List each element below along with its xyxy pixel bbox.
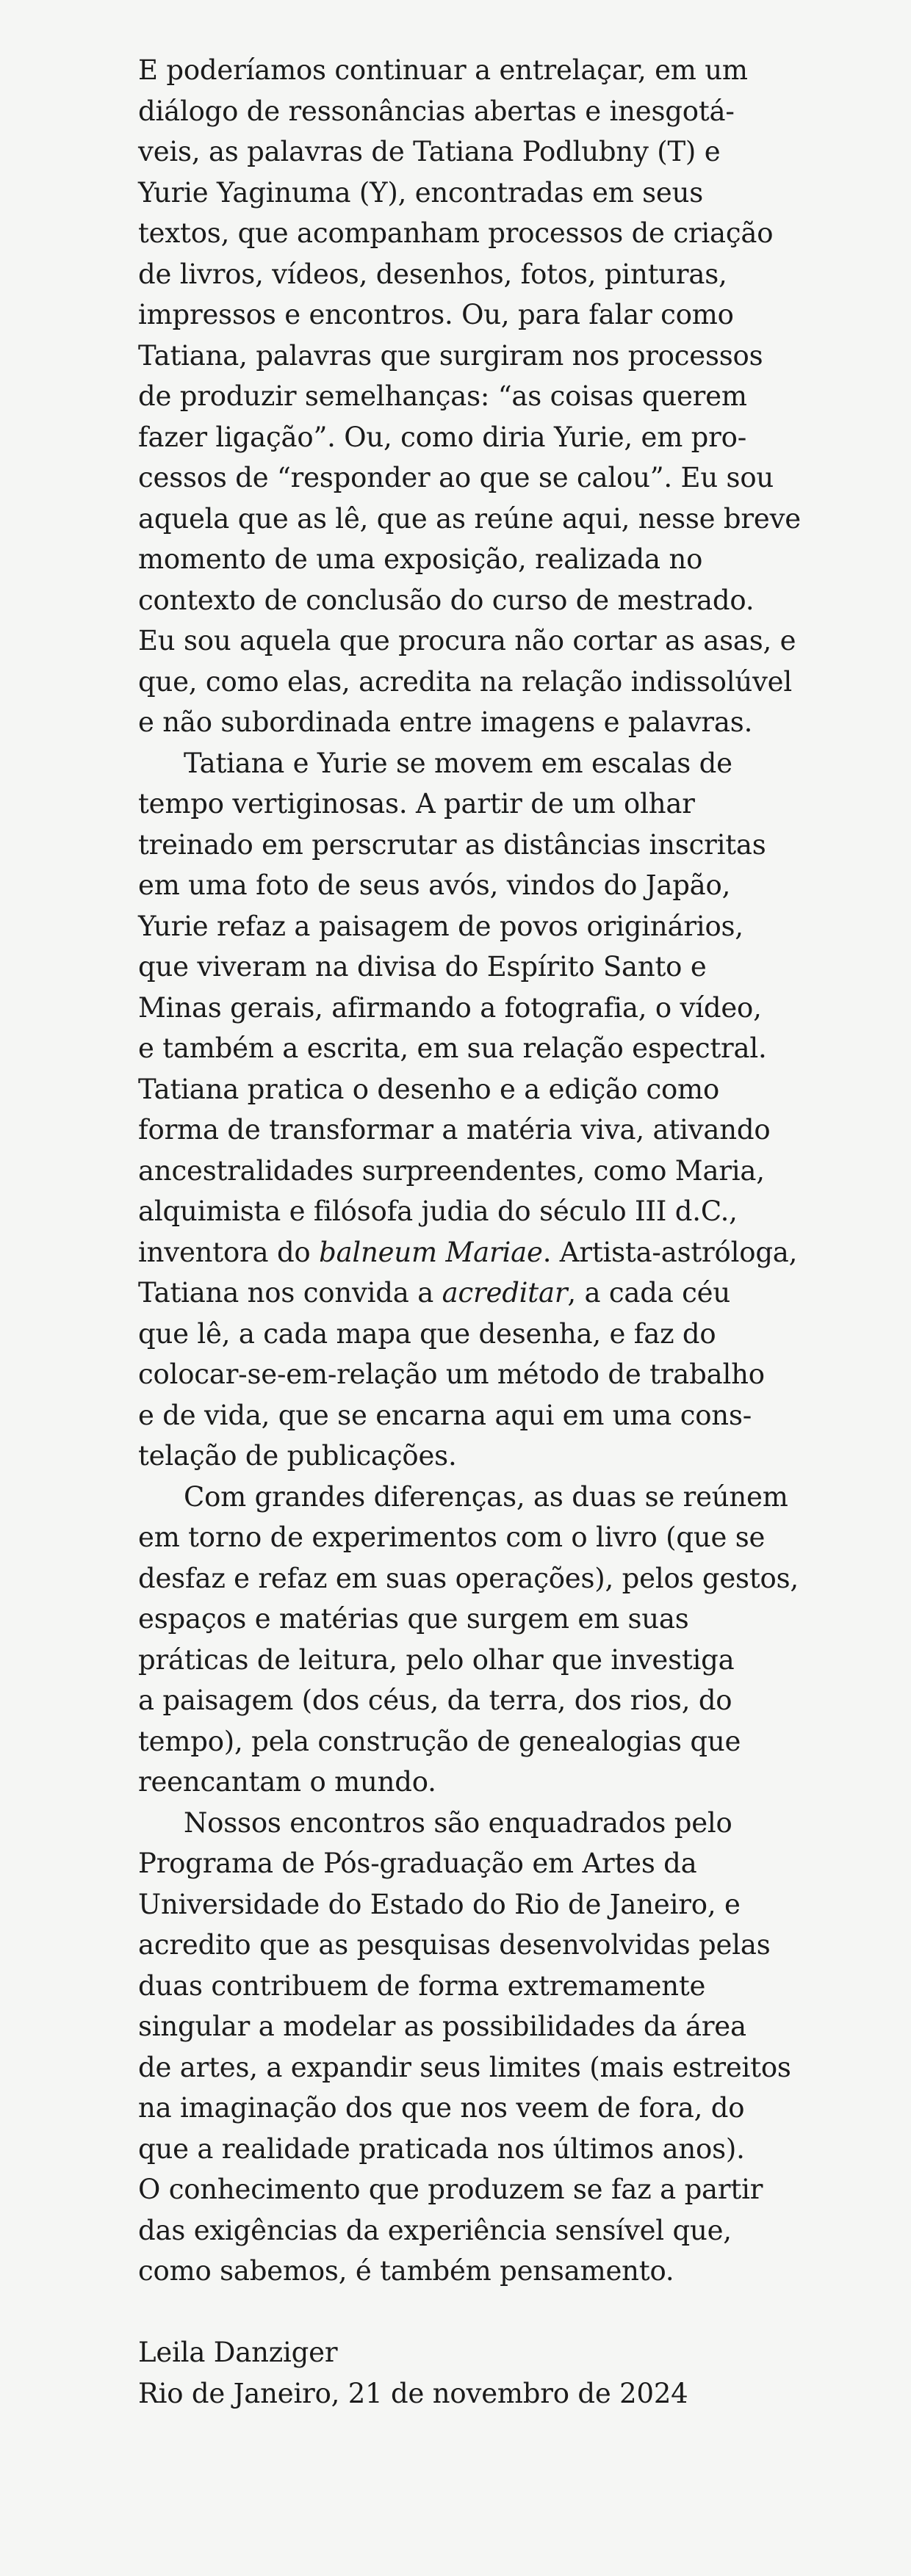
text-segment: Nossos encontros são enquadrados pelo (184, 1806, 732, 1839)
text-segment: veis, as palavras de Tatiana Podlubny (T) e (138, 136, 721, 167)
text-segment: E poderíamos continuar a entrelaçar, em um (138, 54, 748, 86)
text-segment: colocar-se-em-relação um método de trabalho (138, 1358, 765, 1390)
text-segment: fazer ligação”. Ou, como diria Yurie, em pro- (138, 421, 747, 453)
text-line (138, 2169, 829, 2210)
text-line (138, 1803, 829, 1844)
text-line (138, 499, 829, 540)
text-segment: inventora do (138, 1236, 320, 1268)
text-line (138, 173, 829, 214)
text-segment: Com grandes diferenças, as duas se reúnem (184, 1480, 788, 1513)
text-segment: na imaginação dos que nos veem de fora, do (138, 2092, 745, 2124)
text-line (138, 1517, 829, 1558)
text-segment: Programa de Pós-graduação em Artes da (138, 1848, 697, 1879)
text-line (138, 621, 829, 662)
text-segment: forma de transformar a matéria viva, ativando (138, 1114, 771, 1146)
text-line (138, 1232, 829, 1273)
text-segment: e de vida, que se encarna aqui em uma cons- (138, 1399, 752, 1431)
text-line (138, 702, 829, 743)
text-line (138, 784, 829, 825)
text-line (138, 294, 829, 336)
text-segment: desfaz e refaz em suas operações), pelos gestos, (138, 1562, 799, 1594)
text-segment: Tatiana nos convida a (138, 1277, 442, 1309)
text-line (138, 91, 829, 132)
paragraph (138, 1803, 829, 2292)
text-segment: em uma foto de seus avós, vindos do Japão, (138, 869, 731, 901)
author-name: Leila Danziger (138, 2337, 338, 2368)
text-line (138, 1191, 829, 1232)
text-line (138, 2251, 829, 2292)
text-segment: em torno de experimentos com o livro (que se (138, 1522, 766, 1553)
text-segment: que, como elas, acredita na relação indissolúvel (138, 665, 792, 698)
text-segment: Eu sou aquela que procura não cortar as asas, e (138, 625, 796, 656)
text-line (138, 1884, 829, 1925)
text-segment: Yurie Yaginuma (Y), encontradas em seus (138, 176, 704, 209)
text-line (138, 376, 829, 417)
text-segment: que a realidade praticada nos últimos anos). (138, 2132, 745, 2165)
text-line (138, 1477, 829, 1518)
text-segment: contexto de conclusão do curso de mestrado. (138, 584, 755, 616)
text-segment: a paisagem (dos céus, da terra, dos rios, do (138, 1685, 732, 1716)
text-line (138, 254, 829, 295)
text-line (138, 1028, 829, 1069)
text-segment: duas contribuem de forma extremamente (138, 1969, 706, 2002)
text-line (138, 1925, 829, 1966)
text-line (138, 1680, 829, 1721)
text-line (138, 1273, 829, 1314)
text-line (138, 1069, 829, 1110)
text-segment: ancestralidades surpreendentes, como Maria, (138, 1154, 765, 1187)
signature-block (138, 2332, 829, 2414)
text-line (138, 2088, 829, 2129)
text-segment: Tatiana e Yurie se movem em escalas de (184, 747, 732, 779)
text-line (138, 1599, 829, 1640)
text-segment: como sabemos, é também pensamento. (138, 2255, 674, 2287)
text-segment: tempo), pela construção de genealogias que (138, 1725, 741, 1757)
text-line (138, 1354, 829, 1395)
text-line (138, 1640, 829, 1681)
text-line (138, 1151, 829, 1192)
text-segment: textos, que acompanham processos de criação (138, 217, 774, 249)
text-line (138, 1558, 829, 1599)
text-line (138, 906, 829, 947)
italic-term: acreditar (442, 1277, 568, 1309)
text-segment: espaços e matérias que surgem em suas (138, 1603, 689, 1635)
paragraph (138, 743, 829, 1477)
text-line (138, 131, 829, 173)
text-line (138, 417, 829, 458)
text-segment: Tatiana pratica o desenho e a edição como (138, 1073, 720, 1105)
text-line (138, 1110, 829, 1151)
text-segment: Tatiana, palavras que surgiram nos processos (138, 339, 763, 372)
text-segment: de artes, a expandir seus limites (mais estreitos (138, 2051, 791, 2083)
document-body (138, 50, 829, 2414)
text-segment: Minas gerais, afirmando a fotografia, o vídeo, (138, 991, 762, 1024)
text-segment: e não subordinada entre imagens e palavras. (138, 706, 753, 738)
text-line (138, 1762, 829, 1803)
paragraph (138, 50, 829, 743)
text-segment: acredito que as pesquisas desenvolvidas pelas (138, 1929, 771, 1961)
text-segment: alquimista e filósofa judia do século III d.C., (138, 1195, 738, 1227)
text-segment: telação de publicações. (138, 1440, 457, 1472)
paragraph (138, 1477, 829, 1803)
text-line (138, 865, 829, 906)
text-line (138, 1843, 829, 1884)
text-line (138, 662, 829, 703)
text-line (138, 825, 829, 866)
essay-text (138, 50, 829, 2292)
text-line (138, 947, 829, 988)
text-segment: treinado em perscrutar as distâncias inscritas (138, 828, 766, 861)
text-segment: aquela que as lê, que as reúne aqui, nesse breve (138, 502, 801, 535)
text-segment: diálogo de ressonâncias abertas e inesgotá- (138, 95, 735, 127)
text-segment: . Artista-astróloga, (542, 1236, 798, 1268)
text-segment: tempo vertiginosas. A partir de um olhar (138, 788, 695, 820)
text-segment: singular a modelar as possibilidades da área (138, 2011, 746, 2042)
text-segment: , a cada céu (567, 1277, 731, 1309)
text-line (138, 336, 829, 377)
text-segment: O conhecimento que produzem se faz a partir (138, 2174, 763, 2205)
text-line (138, 1436, 829, 1477)
text-line (138, 213, 829, 254)
text-segment: das exigências da experiência sensível que, (138, 2214, 732, 2246)
text-line (138, 457, 829, 499)
text-line (138, 1721, 829, 1762)
text-segment: práticas de leitura, pelo olhar que investiga (138, 1643, 735, 1676)
text-line (138, 539, 829, 580)
place-and-date: Rio de Janeiro, 21 de novembro de 2024 (138, 2377, 688, 2409)
text-segment: Universidade do Estado do Rio de Janeiro, e (138, 1888, 741, 1920)
text-segment: de livros, vídeos, desenhos, fotos, pinturas, (138, 258, 727, 290)
text-line (138, 1395, 829, 1436)
text-line (138, 2129, 829, 2170)
italic-term: balneum Mariae (319, 1236, 543, 1268)
text-segment: que viveram na divisa do Espírito Santo e (138, 951, 707, 983)
text-line (138, 988, 829, 1029)
text-line (138, 1314, 829, 1355)
text-segment: reencantam o mundo. (138, 1766, 436, 1798)
text-segment: momento de uma exposição, realizada no (138, 543, 703, 575)
text-line (138, 50, 829, 91)
text-line (138, 1966, 829, 2007)
text-segment: cessos de “responder ao que se calou”. Eu sou (138, 462, 774, 493)
text-segment: impressos e encontros. Ou, para falar como (138, 299, 734, 330)
text-line (138, 743, 829, 784)
text-line (138, 2047, 829, 2088)
text-segment: que lê, a cada mapa que desenha, e faz do (138, 1317, 716, 1350)
text-line (138, 2210, 829, 2251)
text-segment: de produzir semelhanças: “as coisas querem (138, 380, 747, 412)
text-line (138, 580, 829, 621)
text-segment: Yurie refaz a paisagem de povos originários, (138, 910, 743, 942)
text-line (138, 2006, 829, 2047)
text-segment: e também a escrita, em sua relação espectral. (138, 1032, 767, 1064)
